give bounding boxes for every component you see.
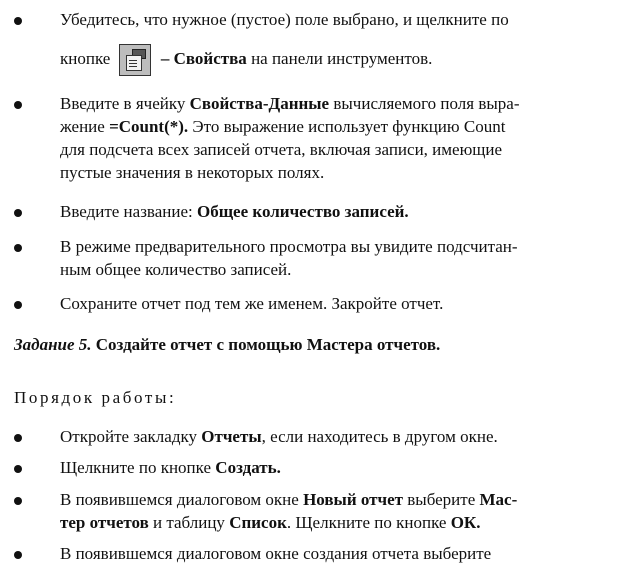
bold-term: Создать. — [215, 458, 281, 477]
bullet-point — [14, 465, 22, 473]
text-line: для подсчета всех записей отчета, включая записи, имеющие — [60, 140, 502, 159]
text-line: Откройте закладку Отчеты, если находитесь в другом окне. — [60, 427, 498, 446]
list-item-text — [60, 542, 620, 565]
text-line — [60, 43, 620, 76]
text-span: кнопке — [60, 49, 111, 68]
list-item-text — [60, 8, 620, 76]
text-span: на панели инструментов. — [246, 49, 433, 68]
text-line: Щелкните по кнопке Создать. — [60, 458, 281, 477]
task-heading — [14, 335, 624, 355]
list-item-text — [60, 456, 620, 479]
bold-term: – Свойства — [160, 49, 247, 68]
bold-term: Свойства-Данные — [189, 94, 330, 113]
text-line: пустые значения в некоторых полях. — [60, 163, 325, 182]
bold-term: Мас- — [479, 490, 518, 509]
bullet-point — [14, 434, 22, 442]
bold-term: Общее количество записей. — [196, 202, 409, 221]
bullet-point — [14, 209, 22, 217]
bold-term: тер отчетов — [60, 513, 149, 532]
text-line: В появившемся диалоговом окне создания отчета выберите — [60, 544, 492, 563]
text-line: ным общее количество записей. — [60, 260, 292, 279]
task-label: Задание 5. — [14, 335, 92, 354]
list-item-text — [60, 200, 620, 223]
text-line: Убедитесь, что нужное (пустое) поле выбрано, и щелкните по — [60, 10, 509, 29]
bold-term: Список — [229, 513, 287, 532]
list-item-text — [60, 235, 620, 281]
list-item-text — [60, 92, 620, 184]
bold-term: Новый отчет — [303, 490, 403, 509]
procedure-label: Порядок работы: — [14, 388, 177, 407]
text-line: В режиме предварительного просмотра вы увидите подсчитан- — [60, 237, 518, 256]
text-line: Введите название: Общее количество записей. — [60, 202, 409, 221]
text-line: Введите в ячейку Свойства-Данные вычисляемого поля выра- — [60, 94, 520, 113]
text-line: жение =Count(*). Это выражение использует функцию Count — [60, 117, 506, 136]
bullet-point — [14, 551, 22, 559]
list-item-text — [60, 488, 620, 534]
bullet-point — [14, 101, 22, 109]
bullet-point — [14, 17, 22, 25]
list-item-text — [60, 292, 620, 315]
bold-term: ОК. — [450, 513, 481, 532]
bullet-point — [14, 301, 22, 309]
text-line: тер отчетов и таблицу Список. Щелкните по кнопке ОК. — [60, 513, 481, 532]
bold-term: Отчеты — [201, 427, 262, 446]
text-line: В появившемся диалоговом окне Новый отчет выберите Мас- — [60, 490, 518, 509]
text-line: Сохраните отчет под тем же именем. Закройте отчет. — [60, 294, 444, 313]
bullet-point — [14, 244, 22, 252]
list-item-text — [60, 425, 620, 448]
properties-toolbar-icon — [119, 44, 151, 76]
bullet-point — [14, 497, 22, 505]
task-title: Создайте отчет с помощью Мастера отчетов. — [91, 335, 441, 354]
bold-term: =Count(*). — [109, 117, 189, 136]
